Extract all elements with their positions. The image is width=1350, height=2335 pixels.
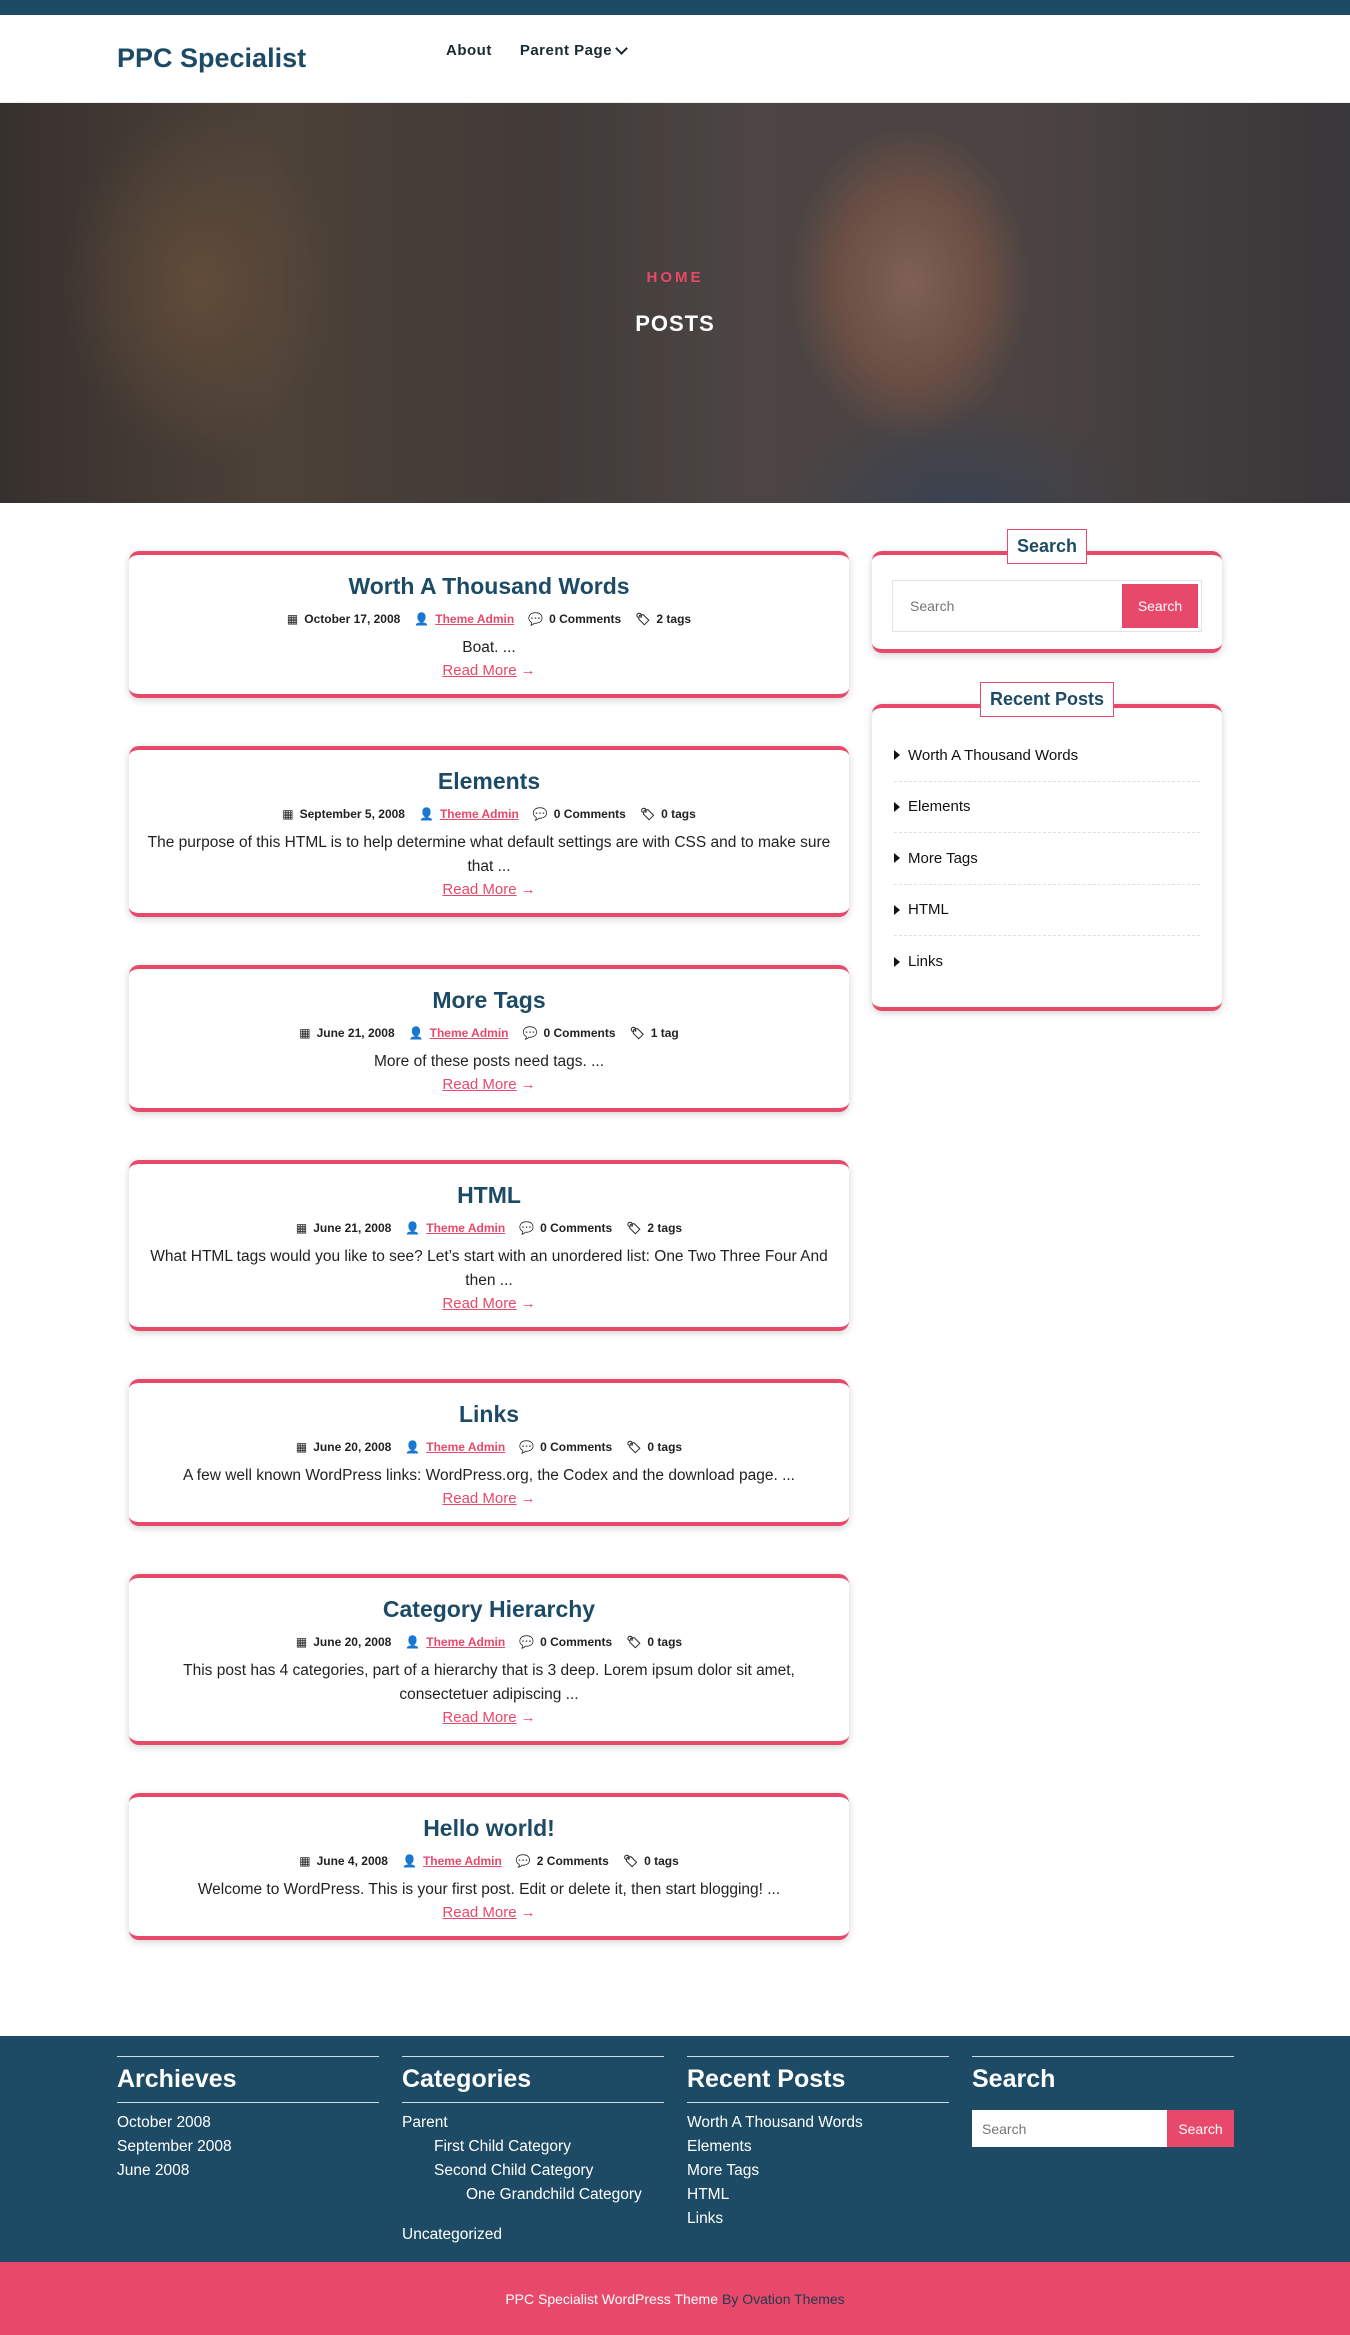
post-comments[interactable]: 2 Comments xyxy=(536,1854,609,1868)
arrow-right-icon: → xyxy=(520,1904,536,1921)
category-link[interactable]: Second Child Category xyxy=(434,2162,594,2179)
footer-recent-posts xyxy=(687,2056,949,2231)
post-tags: 0 tags xyxy=(647,1440,683,1454)
tags-icon: 🏷 xyxy=(626,1440,642,1454)
read-more-link[interactable] xyxy=(442,881,535,898)
recent-post-item[interactable] xyxy=(894,833,1200,885)
read-more-label: Read More xyxy=(442,1076,517,1093)
footer-widget-title: Categories xyxy=(402,2056,664,2103)
tags-icon: 🏷 xyxy=(635,612,651,626)
user-icon: 👤 xyxy=(401,1854,417,1868)
post-title[interactable]: Category Hierarchy xyxy=(382,1596,596,1622)
read-more-link[interactable] xyxy=(442,1076,535,1093)
post-author[interactable]: Theme Admin xyxy=(426,1440,506,1454)
user-icon: 👤 xyxy=(418,807,434,821)
footer-widget-title: Search xyxy=(972,2056,1234,2102)
recent-post-link[interactable]: More Tags xyxy=(687,2162,760,2179)
recent-post-link[interactable]: Worth A Thousand Words xyxy=(687,2114,863,2131)
post-meta xyxy=(145,1440,833,1454)
archive-link[interactable]: September 2008 xyxy=(117,2138,232,2155)
comments-icon: 💬 xyxy=(519,1440,535,1454)
read-more-link[interactable] xyxy=(442,1709,535,1726)
post-comments[interactable]: 0 Comments xyxy=(549,612,622,626)
breadcrumb-home[interactable]: HOME xyxy=(646,269,704,286)
post-excerpt: A few well known WordPress links: WordPress.org, the Codex and the download page. ... xyxy=(183,1467,795,1484)
footer-search-button[interactable]: Search xyxy=(1167,2110,1234,2147)
post-meta xyxy=(145,1026,833,1040)
nav-item-parent-page[interactable] xyxy=(520,42,626,59)
recent-post-item[interactable] xyxy=(894,885,1200,937)
archive-link[interactable]: October 2008 xyxy=(117,2114,211,2131)
post-title[interactable]: HTML xyxy=(457,1182,521,1208)
read-more-label: Read More xyxy=(442,881,517,898)
top-accent-bar xyxy=(0,0,1350,15)
post-date[interactable]: June 21, 2008 xyxy=(316,1026,395,1040)
arrow-right-icon: → xyxy=(520,1490,536,1507)
hero-overlay xyxy=(0,103,1350,503)
post-excerpt: More of these posts need tags. ... xyxy=(373,1053,605,1070)
recent-post-item[interactable] xyxy=(894,936,1200,988)
recent-post-item[interactable] xyxy=(894,730,1200,782)
post-excerpt: Welcome to WordPress. This is your first post. Edit or delete it, then start blogging! ... xyxy=(197,1881,781,1898)
tags-icon: 🏷 xyxy=(626,1635,642,1649)
post-date[interactable]: October 17, 2008 xyxy=(304,612,401,626)
post-author[interactable]: Theme Admin xyxy=(435,612,515,626)
main-nav xyxy=(446,42,626,59)
arrow-right-icon: → xyxy=(520,881,536,898)
post-card xyxy=(129,1574,849,1745)
post-date[interactable]: June 21, 2008 xyxy=(313,1221,392,1235)
post-date[interactable]: June 20, 2008 xyxy=(313,1440,392,1454)
post-tags: 0 tags xyxy=(644,1854,679,1868)
footer-recent-list xyxy=(687,2111,949,2231)
post-author[interactable]: Theme Admin xyxy=(426,1635,506,1649)
tags-icon: 🏷 xyxy=(629,1026,645,1040)
comments-icon: 💬 xyxy=(528,612,544,626)
arrow-right-icon: → xyxy=(520,1709,536,1726)
recent-posts-widget xyxy=(872,689,1222,1011)
archive-link[interactable]: June 2008 xyxy=(117,2162,190,2179)
footer-search-form xyxy=(972,2110,1234,2147)
comments-icon: 💬 xyxy=(519,1221,535,1235)
recent-post-link[interactable]: Links xyxy=(687,2210,724,2227)
user-icon: 👤 xyxy=(405,1440,421,1454)
read-more-link[interactable] xyxy=(442,1490,535,1507)
author-credit-link[interactable]: By Ovation Themes xyxy=(722,2290,845,2307)
category-link[interactable]: First Child Category xyxy=(434,2138,571,2155)
post-meta xyxy=(145,1635,833,1649)
footer-archives xyxy=(117,2056,379,2183)
caret-right-icon xyxy=(894,905,900,915)
post-title[interactable]: Elements xyxy=(437,768,541,794)
user-icon: 👤 xyxy=(408,1026,424,1040)
post-tags: 1 tag xyxy=(650,1026,679,1040)
chevron-down-icon xyxy=(615,42,628,55)
nav-item-label: Parent Page xyxy=(519,42,613,59)
recent-posts-list xyxy=(894,730,1200,988)
arrow-right-icon: → xyxy=(520,1295,536,1312)
footer-search xyxy=(972,2056,1234,2147)
post-comments[interactable]: 0 Comments xyxy=(540,1440,613,1454)
post-meta xyxy=(145,1221,833,1235)
read-more-link[interactable] xyxy=(442,1904,535,1921)
comments-icon: 💬 xyxy=(515,1854,531,1868)
widget-title: Recent Posts xyxy=(980,682,1114,717)
calendar-icon: ▦ xyxy=(295,1221,308,1235)
post-card xyxy=(129,1160,849,1331)
recent-post-label: Links xyxy=(908,953,944,971)
post-title[interactable]: More Tags xyxy=(432,987,546,1013)
category-link[interactable]: Uncategorized xyxy=(402,2226,502,2243)
read-more-label: Read More xyxy=(442,662,517,679)
post-card xyxy=(129,746,849,917)
search-input[interactable] xyxy=(896,584,1122,628)
category-link[interactable]: Parent xyxy=(402,2114,448,2131)
calendar-icon: ▦ xyxy=(299,1026,311,1040)
caret-right-icon xyxy=(894,853,900,863)
footer-widget-title: Archieves xyxy=(117,2056,379,2103)
post-date[interactable]: September 5, 2008 xyxy=(299,807,405,821)
post-meta xyxy=(145,612,833,626)
nav-item-about[interactable] xyxy=(446,42,492,59)
search-button[interactable]: Search xyxy=(1122,584,1198,628)
post-comments[interactable]: 0 Comments xyxy=(540,1635,613,1649)
post-card xyxy=(129,1793,849,1940)
tags-icon: 🏷 xyxy=(622,1854,639,1868)
page-title: POSTS xyxy=(635,311,715,336)
post-excerpt: This post has 4 categories, part of a hierarchy that is 3 deep. Lorem ipsum dolor sit amet, consectetuer adipiscing ... xyxy=(183,1662,795,1703)
recent-post-link[interactable]: Elements xyxy=(687,2138,752,2155)
post-card xyxy=(129,1379,849,1526)
categories-list xyxy=(402,2111,664,2247)
comments-icon: 💬 xyxy=(519,1635,535,1649)
read-more-link[interactable] xyxy=(442,1295,535,1312)
post-author[interactable]: Theme Admin xyxy=(429,1026,509,1040)
post-card xyxy=(129,965,849,1112)
search-widget xyxy=(872,536,1222,653)
footer-search-input[interactable] xyxy=(972,2110,1167,2147)
post-tags: 0 tags xyxy=(647,1635,683,1649)
post-title[interactable]: Hello world! xyxy=(423,1815,555,1841)
user-icon: 👤 xyxy=(414,612,430,626)
recent-post-label: Worth A Thousand Words xyxy=(908,746,1079,764)
calendar-icon: ▦ xyxy=(299,1854,311,1868)
post-comments[interactable]: 0 Comments xyxy=(553,807,626,821)
post-title[interactable]: Worth A Thousand Words xyxy=(348,573,630,599)
widget-title: Search xyxy=(1007,529,1087,564)
site-footer xyxy=(0,2036,1350,2262)
site-logo[interactable]: PPC Specialist xyxy=(117,43,307,73)
calendar-icon: ▦ xyxy=(282,807,294,821)
recent-post-label: More Tags xyxy=(908,849,978,867)
category-link[interactable]: One Grandchild Category xyxy=(466,2186,642,2203)
hero-banner xyxy=(0,103,1350,503)
arrow-right-icon: → xyxy=(520,662,536,679)
calendar-icon: ▦ xyxy=(295,1635,308,1649)
caret-right-icon xyxy=(894,802,900,812)
read-more-label: Read More xyxy=(442,1490,517,1507)
post-title[interactable]: Links xyxy=(458,1401,520,1427)
comments-icon: 💬 xyxy=(522,1026,538,1040)
post-author[interactable]: Theme Admin xyxy=(426,1221,506,1235)
post-meta xyxy=(145,807,833,821)
read-more-link[interactable] xyxy=(442,662,535,679)
recent-post-label: Elements xyxy=(908,798,971,816)
calendar-icon: ▦ xyxy=(295,1440,308,1454)
caret-right-icon xyxy=(894,750,900,760)
post-author[interactable]: Theme Admin xyxy=(422,1854,502,1868)
site-header xyxy=(0,15,1350,103)
user-icon: 👤 xyxy=(405,1635,421,1649)
post-card xyxy=(129,551,849,698)
post-author[interactable]: Theme Admin xyxy=(439,807,519,821)
post-excerpt: The purpose of this HTML is to help determine what default settings are with CSS and to make sure that ... xyxy=(147,834,831,875)
post-tags: 2 tags xyxy=(647,1221,683,1235)
search-form xyxy=(892,580,1202,632)
post-tags: 2 tags xyxy=(656,612,692,626)
post-excerpt: Boat. ... xyxy=(462,639,516,656)
post-meta xyxy=(145,1854,833,1868)
read-more-label: Read More xyxy=(442,1709,517,1726)
read-more-label: Read More xyxy=(442,1295,517,1312)
caret-right-icon xyxy=(894,957,900,967)
post-date[interactable]: June 20, 2008 xyxy=(313,1635,392,1649)
post-comments[interactable]: 0 Comments xyxy=(543,1026,616,1040)
nav-item-label: About xyxy=(446,42,492,59)
read-more-label: Read More xyxy=(442,1904,517,1921)
user-icon: 👤 xyxy=(405,1221,421,1235)
post-comments[interactable]: 0 Comments xyxy=(540,1221,613,1235)
tags-icon: 🏷 xyxy=(639,807,656,821)
calendar-icon: ▦ xyxy=(286,612,299,626)
comments-icon: 💬 xyxy=(532,807,548,821)
recent-post-item[interactable] xyxy=(894,782,1200,834)
archives-list xyxy=(117,2111,379,2183)
tags-icon: 🏷 xyxy=(626,1221,642,1235)
theme-credit-link[interactable]: PPC Specialist WordPress Theme xyxy=(505,2290,718,2307)
post-excerpt: What HTML tags would you like to see? Let’s start with an unordered list: One Two Three Four And then ... xyxy=(150,1248,828,1289)
post-tags: 0 tags xyxy=(661,807,696,821)
post-date[interactable]: June 4, 2008 xyxy=(316,1854,388,1868)
copyright-bar xyxy=(0,2262,1350,2335)
footer-widget-title: Recent Posts xyxy=(687,2056,949,2103)
footer-categories xyxy=(402,2056,664,2247)
recent-post-label: HTML xyxy=(908,901,949,919)
arrow-right-icon: → xyxy=(520,1076,536,1093)
recent-post-link[interactable]: HTML xyxy=(687,2186,730,2203)
